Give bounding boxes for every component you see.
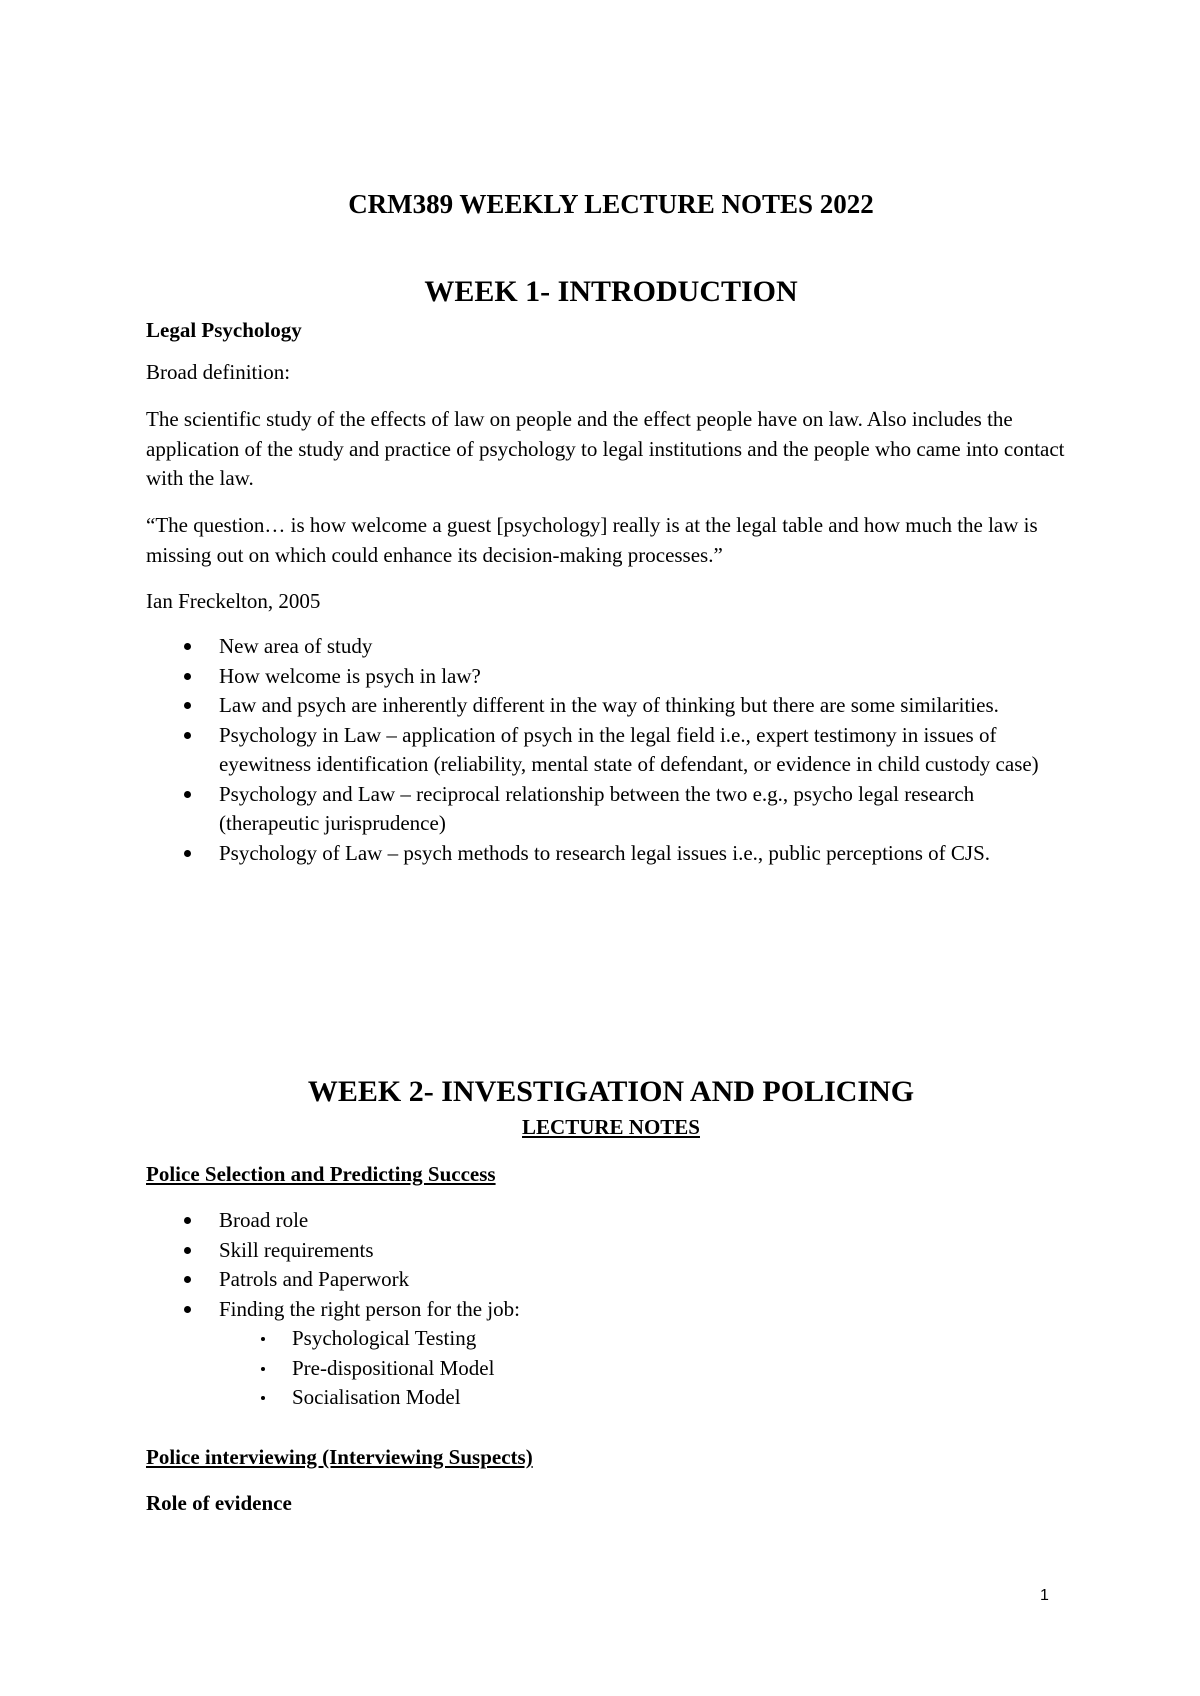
broad-definition-label: Broad definition: [146,360,291,384]
police-selection-heading: Police Selection and Predicting Success [146,1162,496,1186]
week2-sub-list [219,1324,1076,1413]
document-title: CRM389 WEEKLY LECTURE NOTES 2022 [348,189,874,219]
list-item: Skill requirements [146,1236,1076,1266]
week2-bullet-list [146,1206,1076,1413]
list-item: Socialisation Model [219,1383,1076,1413]
lecture-notes-subtitle: LECTURE NOTES [522,1115,700,1139]
bullet-icon [184,702,191,709]
bullet-icon [184,1247,191,1254]
list-item: Patrols and Paperwork [146,1265,1076,1295]
bullet-icon [184,732,191,739]
definition-paragraph: The scientific study of the effects of law on people and the effect people have on law. Also includes the application of the study and practice of psychology to legal institutions and the people who came into contact with the law. [146,407,1065,490]
legal-psychology-heading: Legal Psychology [146,318,302,342]
list-item: Psychology in Law – application of psych in the legal field i.e., expert testimony in issues of eyewitness identification (reliability, mental state of defendant, or evidence in child custody case) [146,721,1076,780]
bullet-icon [184,1217,191,1224]
week1-title: WEEK 1- INTRODUCTION [424,275,798,308]
quote-author: Ian Freckelton, 2005 [146,589,321,613]
bullet-icon [184,791,191,798]
bullet-icon [184,1276,191,1283]
police-interviewing-heading: Police interviewing (Interviewing Suspects) [146,1445,533,1469]
bullet-icon [184,1306,191,1313]
small-bullet-icon [261,1337,265,1341]
list-item: Pre-dispositional Model [219,1354,1076,1384]
role-of-evidence-heading: Role of evidence [146,1491,292,1515]
page-number: 1 [1040,1587,1049,1604]
list-item: Psychology of Law – psych methods to research legal issues i.e., public perceptions of CJS. [146,839,1076,869]
list-item: Finding the right person for the job: Psychological Testing Pre-dispositional Model Socialisation Model [146,1295,1076,1413]
list-item: Psychology and Law – reciprocal relationship between the two e.g., psycho legal research (therapeutic jurisprudence) [146,780,1076,839]
list-item: New area of study [146,632,1076,662]
week2-title: WEEK 2- INVESTIGATION AND POLICING [307,1075,915,1108]
small-bullet-icon [261,1367,265,1371]
bullet-icon [184,643,191,650]
quote-paragraph: “The question… is how welcome a guest [psychology] really is at the legal table and how much the law is missing out on which could enhance its decision-making processes.” [146,513,1038,567]
bullet-icon [184,673,191,680]
list-item: Broad role [146,1206,1076,1236]
list-item: Law and psych are inherently different in the way of thinking but there are some similarities. [146,691,1076,721]
list-item: Psychological Testing [219,1324,1076,1354]
small-bullet-icon [261,1396,265,1400]
week1-bullet-list [146,632,1076,868]
list-item: How welcome is psych in law? [146,662,1076,692]
bullet-icon [184,850,191,857]
